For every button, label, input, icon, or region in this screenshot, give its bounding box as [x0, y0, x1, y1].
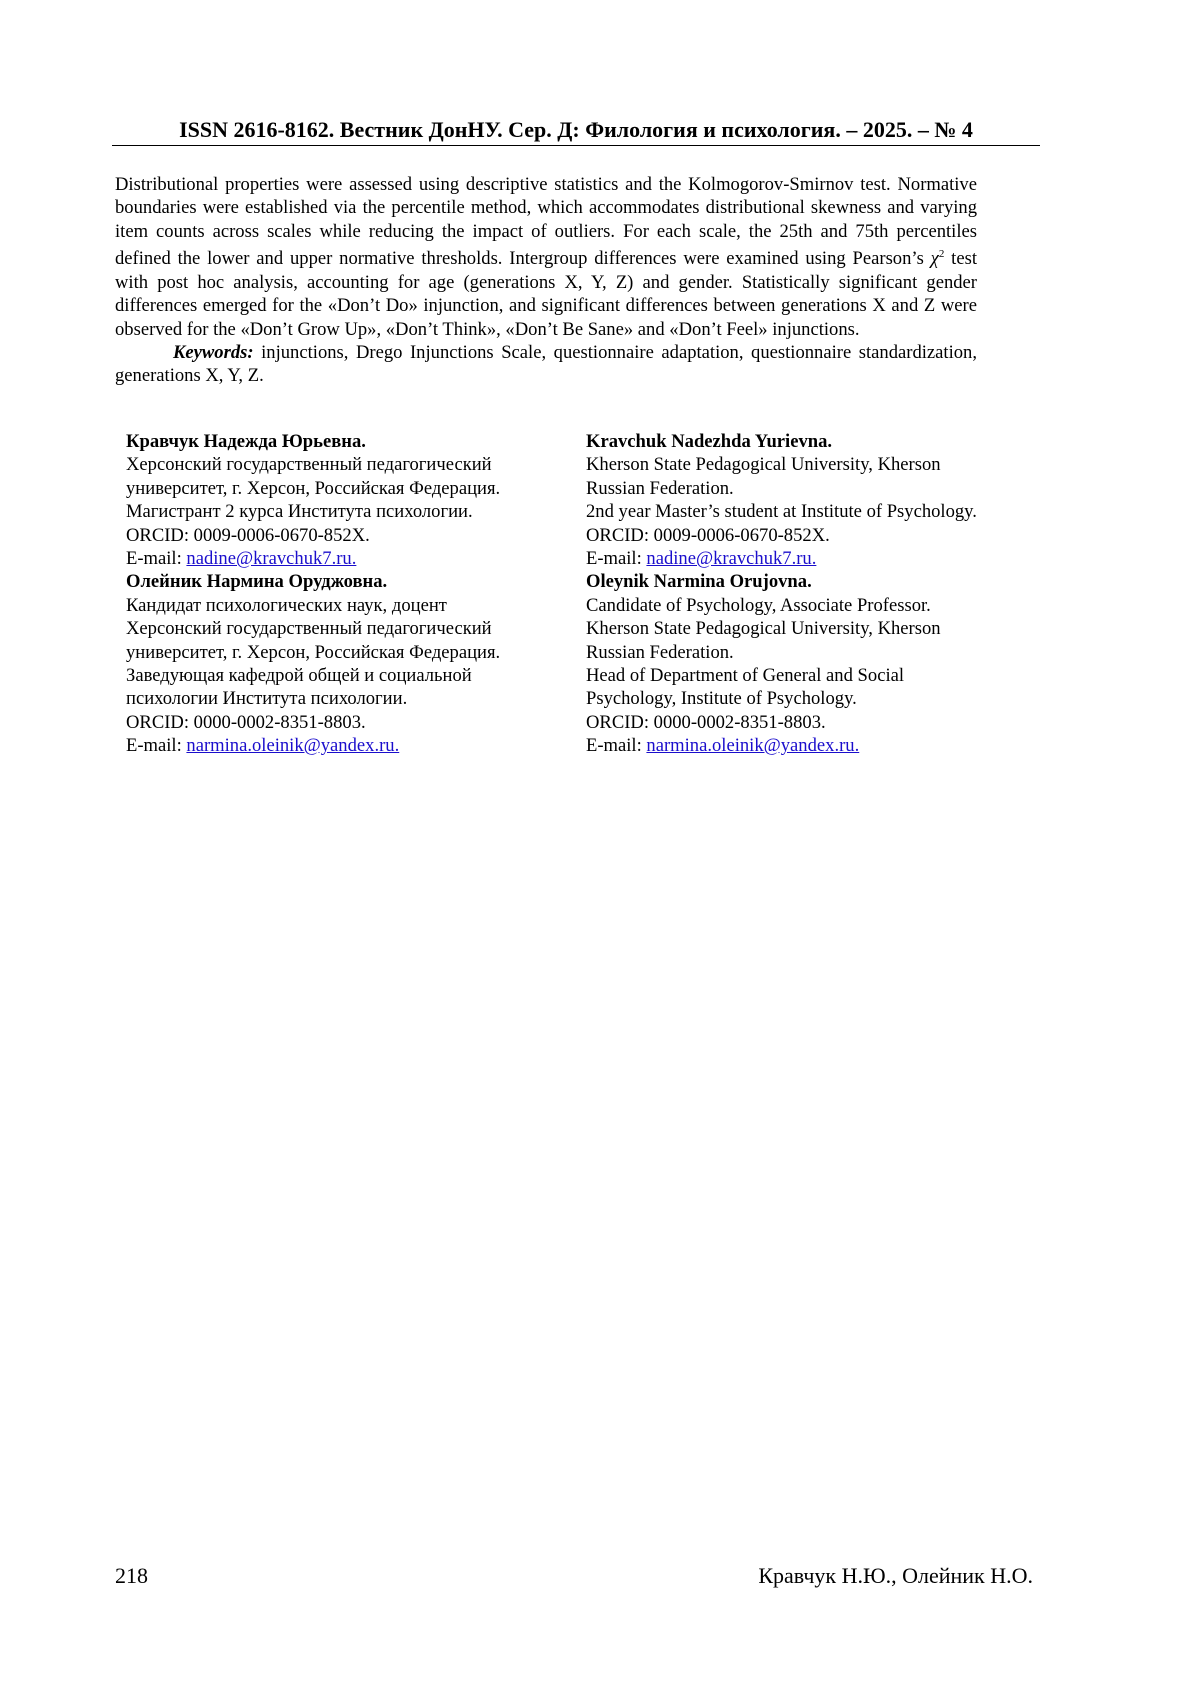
chi-exponent: 2	[938, 248, 945, 261]
author-block-ru-2	[126, 570, 566, 757]
author-block-en-2	[586, 570, 1026, 757]
authors-russian-column	[126, 430, 566, 758]
author-block-ru-1	[126, 430, 566, 570]
email-label: E-mail:	[126, 548, 187, 570]
running-footer-authors: Кравчук Н.Ю., Олейник Н.О.	[758, 1563, 1033, 1588]
author-affiliation-line: Kherson State Pedagogical University, Kherson	[586, 618, 941, 640]
author-position-line: Head of Department of General and Social	[586, 665, 905, 687]
author-name: Кравчук Надежда Юрьевна.	[126, 431, 366, 452]
author-orcid: ORCID: 0009-0006-0670-852X.	[586, 524, 830, 546]
journal-header: ISSN 2616-8162. Вестник ДонНУ. Сер. Д: Филология и психология. – 2025. – № 4	[112, 116, 1040, 146]
email-link[interactable]: narmina.oleinik@yandex.ru.	[646, 735, 860, 757]
author-name: Олейник Нармина Оруджовна.	[126, 571, 388, 593]
author-affiliation-line: Херсонский государственный педагогический	[126, 618, 492, 640]
author-position-line: Заведующая кафедрой общей и социальной	[126, 665, 472, 687]
author-orcid: ORCID: 0000-0002-8351-8803.	[126, 711, 366, 733]
abstract-section	[115, 173, 977, 388]
keywords-text: injunctions, Drego Injunctions Scale, questionnaire adaptation, questionnaire standardization, generations X, Y, Z.	[115, 342, 977, 387]
email-label: E-mail:	[586, 735, 647, 757]
author-affiliation-line: Kherson State Pedagogical University, Kherson	[586, 454, 941, 476]
chi-symbol: χ	[930, 248, 939, 270]
author-degree-line: Candidate of Psychology, Associate Professor.	[586, 594, 931, 616]
author-position-line: 2nd year Master’s student at Institute of Psychology.	[586, 501, 977, 523]
keywords-label: Keywords:	[173, 342, 254, 364]
author-name: Kravchuk Nadezhda Yurievna.	[586, 431, 833, 452]
author-email-line	[586, 547, 1026, 570]
author-position-line: психологии Института психологии.	[126, 688, 408, 710]
abstract-paragraph	[115, 173, 977, 341]
email-link[interactable]: nadine@kravchuk7.ru.	[646, 548, 817, 570]
abstract-text-part-2: test with post hoc analysis, accounting for age (generations X, Y, Z) and gender. Statistically significant gender differences emerged for the «Don’t Do» injunction, and significant differences between generations X and Z were observed for the «Don’t Grow Up», «Don’t Think», «Don’t Be Sane» and «Don’t Feel» injunctions.	[115, 248, 977, 340]
author-affiliation-line: Херсонский государственный педагогический	[126, 454, 492, 476]
email-link[interactable]: narmina.oleinik@yandex.ru.	[186, 735, 400, 757]
author-name: Oleynik Narmina Orujovna.	[586, 571, 812, 593]
author-email-line	[126, 734, 566, 757]
author-block-en-1	[586, 430, 1026, 570]
author-orcid: ORCID: 0009-0006-0670-852X.	[126, 524, 370, 546]
abstract-text-part-1: Distributional properties were assessed using descriptive statistics and the Kolmogorov-Smirnov test. Normative boundaries were established via the percentile method, which accommodates distributional skewness and varying item counts across scales while reducing the impact of outliers. For each scale, the 25th and 75th percentiles defined the lower and upper normative thresholds. Intergroup differences were examined using Pearson’s	[115, 174, 977, 270]
author-position-line: Магистрант 2 курса Института психологии.	[126, 501, 473, 523]
author-position-line: Psychology, Institute of Psychology.	[586, 688, 857, 710]
author-email-line	[126, 547, 566, 570]
page-number: 218	[115, 1563, 148, 1588]
email-link[interactable]: nadine@kravchuk7.ru.	[186, 548, 357, 570]
keywords-paragraph	[115, 341, 977, 388]
author-affiliation-line: университет, г. Херсон, Российская Федерация.	[126, 641, 501, 663]
author-affiliation-line: университет, г. Херсон, Российская Федерация.	[126, 477, 501, 499]
author-degree-line: Кандидат психологических наук, доцент	[126, 594, 447, 616]
author-orcid: ORCID: 0000-0002-8351-8803.	[586, 711, 826, 733]
email-label: E-mail:	[586, 548, 647, 570]
authors-english-column	[586, 430, 1026, 758]
author-affiliation-line: Russian Federation.	[586, 641, 734, 663]
author-affiliation-line: Russian Federation.	[586, 477, 734, 499]
author-email-line	[586, 734, 1026, 757]
email-label: E-mail:	[126, 735, 187, 757]
